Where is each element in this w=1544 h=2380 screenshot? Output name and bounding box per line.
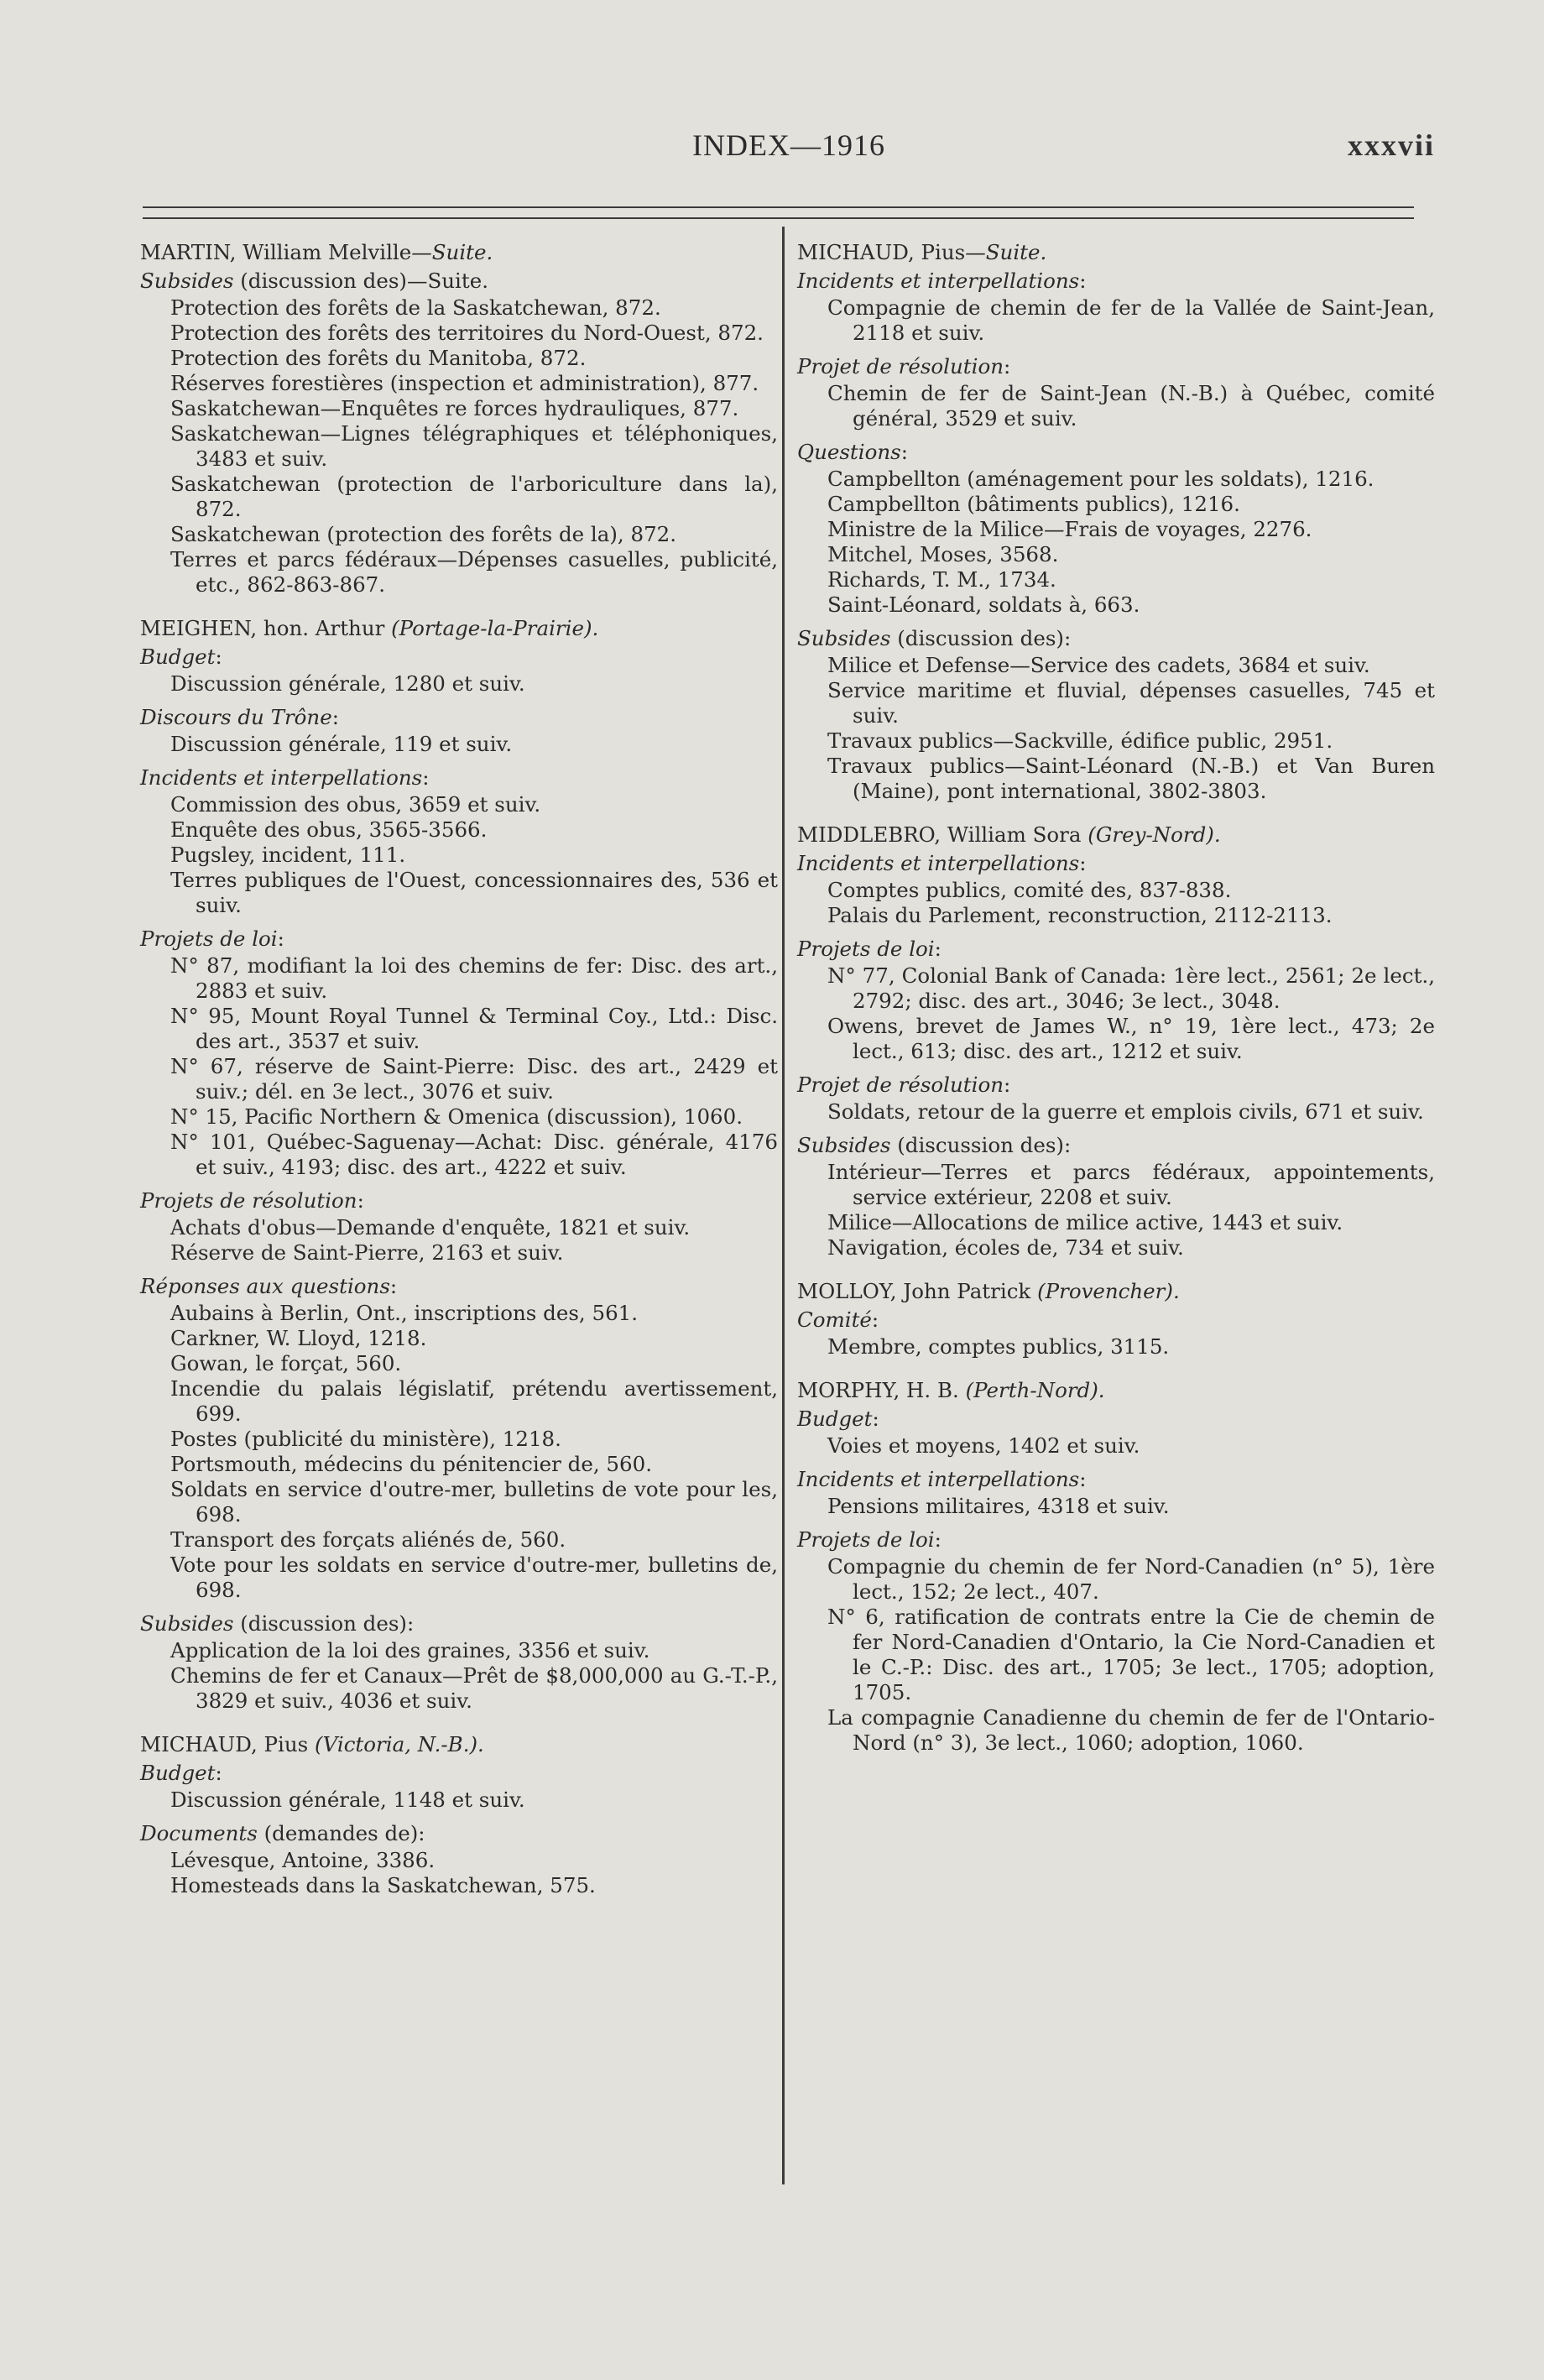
index-entry: Carkner, W. Lloyd, 1218. [170,1326,427,1350]
index-entry: Campbellton (bâtiments publics), 1216. [827,492,1240,516]
entry-list [797,1160,1435,1260]
index-entry: Intérieur—Terres et parcs fédéraux, appointements, service extérieur, 2208 et suiv. [827,1160,1435,1209]
section-title-suffix: : [215,1761,222,1785]
entry-list [140,792,778,918]
section-title-main: Comité [797,1307,872,1332]
section-title-main: Incidents et interpellations [797,851,1080,875]
section-title-main: Incidents et interpellations [797,269,1080,293]
person-entry [140,240,778,598]
section-title-suffix: : [934,937,942,961]
person-entry [797,240,1435,804]
section-title [797,1527,1435,1553]
index-entry: Ministre de la Milice—Frais de voyages, 2276. [827,517,1312,541]
index-entry: N° 6, ratification de contrats entre la Cie de chemin de fer Nord-Canadien d'Ontario, la Cie Nord-Canadien et le C.-P.: Disc. des art., 1705; 3e lect., 1705; adoption, 1705. [827,1605,1435,1704]
index-entry: Saskatchewan—Lignes télégraphiques et téléphoniques, 3483 et suiv. [170,421,778,471]
index-entry: Réserves forestières (inspection et administration), 877. [170,371,759,395]
section-title [140,269,778,294]
index-entry: N° 67, réserve de Saint-Pierre: Disc. des art., 2429 et suiv.; dél. en 3e lect., 3076 et suiv. [170,1054,778,1104]
person-riding: (Victoria, N.-B.). [315,1732,484,1756]
entry-list [140,1638,778,1714]
person-entry [797,1279,1435,1360]
index-section [140,926,778,1180]
person-name-suffix: —Suite. [965,240,1047,264]
index-entry: Portsmouth, médecins du pénitencier de, 560. [170,1452,652,1476]
section-title-main: Documents [140,1821,258,1845]
section-title-suffix: : [1004,354,1011,378]
person-heading [797,240,1435,265]
person-entry [797,1378,1435,1756]
page-header [143,128,1435,170]
section-title [140,1821,778,1846]
index-section [797,269,1435,346]
index-entry: Postes (publicité du ministère), 1218. [170,1427,561,1451]
entry-list [140,1848,778,1898]
column-divider [782,227,785,2184]
index-entry: Achats d'obus—Demande d'enquête, 1821 et suiv. [170,1215,691,1240]
section-title-suffix: : [1079,1467,1087,1491]
person-name: MICHAUD, Pius [140,1732,309,1756]
index-entry: Incendie du palais législatif, prétendu avertissement, 699. [170,1376,778,1426]
section-title [797,1073,1435,1098]
person-name-suffix: —Suite. [411,240,493,264]
index-entry: Pensions militaires, 4318 et suiv. [827,1494,1170,1518]
section-title-suffix: : [872,1407,879,1431]
index-entry: Terres publiques de l'Ouest, concessionnaires des, 536 et suiv. [170,868,778,917]
person-entry [797,822,1435,1260]
index-section [140,1761,778,1813]
person-name: MIDDLEBRO, William Sora [797,822,1082,847]
index-entry: Milice—Allocations de milice active, 1443 et suiv. [827,1210,1343,1234]
index-entry: Saint-Léonard, soldats à, 663. [827,592,1140,617]
entry-list [797,295,1435,346]
section-title-main: Projet de résolution [797,1073,1004,1097]
index-section [140,705,778,757]
index-entry: Soldats en service d'outre-mer, bulletins de vote pour les, 698. [170,1477,778,1527]
section-title-suffix: : [331,705,339,729]
section-title [140,645,778,670]
index-section [140,269,778,598]
index-entry: Réserve de Saint-Pierre, 2163 et suiv. [170,1240,564,1265]
header-double-rule [143,206,1414,219]
section-title [140,765,778,791]
section-title-main: Projets de résolution [140,1188,357,1213]
index-entry: Aubains à Berlin, Ont., inscriptions des, 561. [170,1301,639,1325]
index-entry: Discussion générale, 1148 et suiv. [170,1788,525,1812]
section-title-main: Budget [797,1407,873,1431]
index-entry: Saskatchewan (protection des forêts de la), 872. [170,522,677,546]
index-entry: Discussion générale, 119 et suiv. [170,732,513,756]
person-name: MARTIN, William Melville [140,240,412,264]
right-column [797,240,1435,1774]
section-title [797,354,1435,379]
section-title-suffix: : [357,1188,364,1213]
section-title-suffix: (discussion des): [890,1133,1072,1157]
person-heading [140,240,778,265]
section-title [140,1274,778,1299]
entry-list [140,732,778,757]
page-number: xxxvii [1347,128,1435,162]
index-section [797,1073,1435,1125]
section-title [140,1761,778,1786]
index-entry: N° 87, modifiant la loi des chemins de fer: Disc. des art., 2883 et suiv. [170,953,778,1003]
entry-list [797,878,1435,928]
index-entry: Voies et moyens, 1402 et suiv. [827,1433,1140,1458]
entry-list [797,1554,1435,1756]
section-title-suffix: (discussion des)—Suite. [233,269,489,293]
section-title [797,440,1435,465]
index-entry: Pugsley, incident, 111. [170,843,406,867]
person-riding: (Perth-Nord). [965,1378,1105,1402]
section-title-suffix: (demandes de): [257,1821,425,1845]
entry-list [140,1788,778,1813]
section-title-main: Subsides [140,1611,234,1636]
person-heading [140,1732,778,1757]
section-title-main: Réponses aux questions [140,1274,390,1298]
index-entry: Protection des forêts de la Saskatchewan, 872. [170,295,661,320]
person-heading [797,1279,1435,1304]
section-title-main: Subsides [797,1133,891,1157]
person-entry [140,1732,778,1898]
section-title-main: Projets de loi [140,926,278,951]
section-title-suffix: : [422,765,430,790]
section-title-suffix: : [871,1307,879,1332]
section-title [140,1188,778,1213]
index-entry: Protection des forêts du Manitoba, 872. [170,346,587,370]
index-entry: N° 15, Pacific Northern & Omenica (discussion), 1060. [170,1104,743,1129]
entry-list [797,1334,1435,1360]
entry-list [140,1301,778,1603]
index-entry: Comptes publics, comité des, 837-838. [827,878,1232,902]
index-section [140,765,778,918]
section-title [140,705,778,730]
index-entry: Application de la loi des graines, 3356 et suiv. [170,1638,650,1662]
entry-list [797,381,1435,431]
person-name: MORPHY, H. B. [797,1378,959,1402]
entry-list [140,295,778,598]
index-section [140,1274,778,1603]
index-entry: Homesteads dans la Saskatchewan, 575. [170,1873,596,1897]
page-title: INDEX—1916 [692,128,885,162]
index-entry: Service maritime et fluvial, dépenses casuelles, 745 et suiv. [827,678,1435,728]
entry-list [797,653,1435,804]
section-title-suffix: : [215,645,222,669]
section-title-main: Subsides [140,269,234,293]
index-section [797,1527,1435,1756]
person-riding: (Provencher). [1037,1279,1180,1303]
section-title [797,269,1435,294]
index-section [797,851,1435,928]
person-heading [797,822,1435,848]
index-entry: N° 77, Colonial Bank of Canada: 1ère lect., 2561; 2e lect., 2792; disc. des art., 3046; 3e lect., 3048. [827,963,1435,1013]
section-title [797,1307,1435,1333]
index-section [797,1133,1435,1260]
index-entry: Transport des forçats aliénés de, 560. [170,1527,566,1552]
index-entry: Commission des obus, 3659 et suiv. [170,792,541,817]
index-section [797,626,1435,804]
section-title-main: Incidents et interpellations [797,1467,1080,1491]
left-column [140,240,778,1917]
person-entry [140,616,778,1714]
index-entry: Navigation, écoles de, 734 et suiv. [827,1235,1184,1260]
entry-list [797,467,1435,618]
index-entry: Soldats, retour de la guerre et emplois civils, 671 et suiv. [827,1099,1424,1124]
entry-list [140,953,778,1180]
entry-list [797,963,1435,1064]
index-section [797,1467,1435,1519]
index-entry: Saskatchewan (protection de l'arboriculture dans la), 872. [170,472,778,521]
section-title [797,937,1435,962]
index-entry: Saskatchewan—Enquêtes re forces hydrauliques, 877. [170,396,739,420]
section-title-main: Projet de résolution [797,354,1004,378]
person-name: MICHAUD, Pius [797,240,966,264]
index-section [140,1821,778,1898]
section-title [797,1133,1435,1158]
index-entry: Travaux publics—Sackville, édifice public, 2951. [827,728,1333,753]
section-title [797,1407,1435,1432]
entry-list [140,671,778,697]
index-entry: N° 101, Québec-Saguenay—Achat: Disc. générale, 4176 et suiv., 4193; disc. des art., 4222 et suiv. [170,1130,778,1179]
section-title-suffix: : [277,926,284,951]
person-riding: (Grey-Nord). [1088,822,1221,847]
index-section [797,1307,1435,1360]
section-title-suffix: : [1079,851,1087,875]
index-entry: Travaux publics—Saint-Léonard (N.-B.) et Van Buren (Maine), pont international, 3802-3803. [827,754,1435,803]
section-title-main: Projets de loi [797,1527,935,1552]
index-entry: Compagnie de chemin de fer de la Vallée de Saint-Jean, 2118 et suiv. [827,295,1435,345]
index-section [797,354,1435,431]
entry-list [797,1099,1435,1125]
person-name: MOLLOY, John Patrick [797,1279,1031,1303]
index-entry: Discussion générale, 1280 et suiv. [170,671,525,696]
index-entry: Enquête des obus, 3565-3566. [170,817,488,842]
person-heading [140,616,778,641]
index-entry: Membre, comptes publics, 3115. [827,1334,1170,1359]
section-title-suffix: : [389,1274,398,1298]
index-section [797,937,1435,1064]
section-title-suffix: (discussion des): [233,1611,415,1636]
index-section [797,1407,1435,1459]
section-title [140,926,778,952]
section-title-main: Questions [797,440,901,464]
entry-list [140,1215,778,1266]
entry-list [797,1433,1435,1459]
index-entry: Milice et Defense—Service des cadets, 3684 et suiv. [827,653,1370,677]
index-entry: Owens, brevet de James W., n° 19, 1ère lect., 473; 2e lect., 613; disc. des art., 1212 et suiv. [827,1014,1435,1063]
index-entry: Mitchel, Moses, 3568. [827,542,1059,566]
section-title [797,851,1435,876]
section-title [797,626,1435,651]
index-entry: Chemin de fer de Saint-Jean (N.-B.) à Québec, comité général, 3529 et suiv. [827,381,1435,431]
section-title-main: Discours du Trône [140,705,332,729]
section-title [797,1467,1435,1492]
entry-list [797,1494,1435,1519]
index-entry: Gowan, le forçat, 560. [170,1351,402,1375]
index-entry: Vote pour les soldats en service d'outre-mer, bulletins de, 698. [170,1553,778,1602]
index-section [797,440,1435,618]
section-title-suffix: : [934,1527,942,1552]
section-title-suffix: : [900,440,908,464]
section-title-suffix: (discussion des): [890,626,1072,650]
index-entry: Palais du Parlement, reconstruction, 2112-2113. [827,903,1333,927]
section-title-main: Budget [140,1761,216,1785]
index-section [140,1611,778,1714]
index-entry: N° 95, Mount Royal Tunnel & Terminal Coy., Ltd.: Disc. des art., 3537 et suiv. [170,1004,778,1053]
index-entry: Lévesque, Antoine, 3386. [170,1848,436,1872]
section-title-main: Subsides [797,626,891,650]
index-entry: Richards, T. M., 1734. [827,567,1056,592]
index-section [140,1188,778,1266]
index-section [140,645,778,697]
section-title [140,1611,778,1636]
section-title-main: Budget [140,645,216,669]
index-entry: Chemins de fer et Canaux—Prêt de $8,000,000 au G.-T.-P., 3829 et suiv., 4036 et suiv. [170,1663,778,1713]
section-title-main: Incidents et interpellations [140,765,423,790]
section-title-main: Projets de loi [797,937,935,961]
person-name: MEIGHEN, hon. Arthur [140,616,385,640]
section-title-suffix: : [1079,269,1087,293]
index-entry: Protection des forêts des territoires du Nord-Ouest, 872. [170,321,764,345]
index-entry: La compagnie Canadienne du chemin de fer de l'Ontario-Nord (n° 3), 3e lect., 1060; adoption, 1060. [827,1705,1435,1755]
index-entry: Compagnie du chemin de fer Nord-Canadien (n° 5), 1ère lect., 152; 2e lect., 407. [827,1554,1435,1604]
person-riding: (Portage-la-Prairie). [391,616,599,640]
index-entry: Campbellton (aménagement pour les soldats), 1216. [827,467,1374,491]
index-entry: Terres et parcs fédéraux—Dépenses casuelles, publicité, etc., 862-863-867. [170,547,778,597]
person-heading [797,1378,1435,1403]
section-title-suffix: : [1004,1073,1011,1097]
